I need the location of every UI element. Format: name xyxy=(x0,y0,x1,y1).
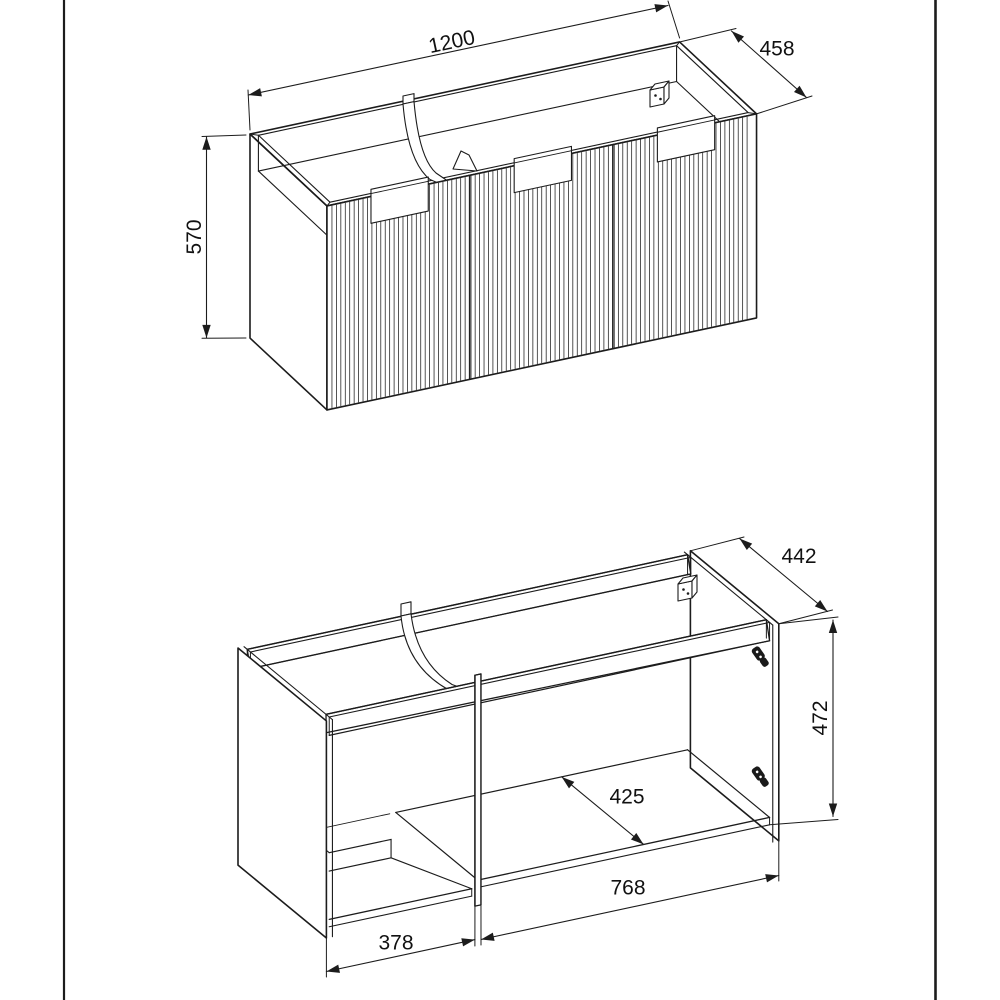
dim-arrowhead xyxy=(461,938,475,946)
dim-arrowhead xyxy=(202,137,210,150)
top-view-cabinet xyxy=(183,1,812,410)
dimension-right-width-768 xyxy=(481,874,779,941)
sheet-frame xyxy=(64,0,936,1000)
dimension-left-width-378-label: 378 xyxy=(378,931,414,955)
bottom-view-carcass xyxy=(238,537,838,977)
dimension-height-472 xyxy=(809,620,837,817)
left-side-panel xyxy=(238,648,326,938)
dimension-left-width-378 xyxy=(326,932,475,973)
dimension-depth-442-label: 442 xyxy=(781,545,817,569)
screw-dot xyxy=(654,94,657,97)
ext-line xyxy=(770,820,838,825)
ext-line xyxy=(202,135,246,137)
dimension-floor-depth-425 xyxy=(562,777,645,845)
dimension-height-570 xyxy=(183,137,211,338)
right-side-panel xyxy=(690,551,778,841)
deck-wedge-bracket xyxy=(453,151,477,171)
back-rail-top-edge xyxy=(247,555,687,650)
left-side-panel xyxy=(250,134,327,410)
dimension-floor-depth-425-label: 425 xyxy=(609,785,645,809)
dim-arrowhead xyxy=(326,965,340,973)
left-bottom-front-band xyxy=(329,896,472,927)
left-rail-bottom-edge xyxy=(329,858,391,871)
left-floor-diagonal-edge xyxy=(391,858,472,889)
ext-line xyxy=(690,537,744,551)
dim-arrowhead xyxy=(562,777,575,789)
screw-dot xyxy=(682,588,685,591)
dimension-depth-458-label: 458 xyxy=(759,37,795,61)
dimension-width-1200 xyxy=(248,4,668,96)
dim-arrowhead xyxy=(829,620,837,633)
dimension-depth-442 xyxy=(740,539,828,612)
dim-arrowhead xyxy=(829,804,837,817)
dim-arrowhead xyxy=(654,4,668,12)
dimension-height-472-label: 472 xyxy=(809,700,833,736)
screw-dot xyxy=(687,592,690,595)
right-floor-front-edge xyxy=(478,817,770,880)
left-bottom-front-edge xyxy=(329,889,472,920)
ext-line xyxy=(668,1,680,38)
dimension-right-width-768-label: 768 xyxy=(610,876,646,900)
ext-line xyxy=(779,610,833,624)
dimension-height-570-label: 570 xyxy=(183,219,207,255)
dim-arrowhead xyxy=(202,325,210,338)
ext-line xyxy=(248,90,250,130)
ext-line xyxy=(680,29,736,43)
right-floor-left-edge xyxy=(396,812,478,880)
ext-line xyxy=(779,617,838,624)
dim-arrowhead xyxy=(815,600,828,612)
back-rail-front-top-edge xyxy=(250,557,690,652)
sink-divider-curved-panel xyxy=(403,102,447,186)
dim-arrowhead xyxy=(740,539,753,551)
dimension-depth-458 xyxy=(732,31,807,98)
dim-arrowhead xyxy=(765,874,779,882)
screw-dot xyxy=(659,98,662,101)
dim-arrowhead xyxy=(631,833,644,845)
divider-fill xyxy=(475,674,481,906)
left-rail-top-edge xyxy=(329,839,391,852)
dimension-width-1200-label: 1200 xyxy=(426,25,478,59)
dim-arrowhead xyxy=(248,88,262,96)
dim-arrowhead xyxy=(481,933,495,941)
ext-line xyxy=(757,96,813,114)
